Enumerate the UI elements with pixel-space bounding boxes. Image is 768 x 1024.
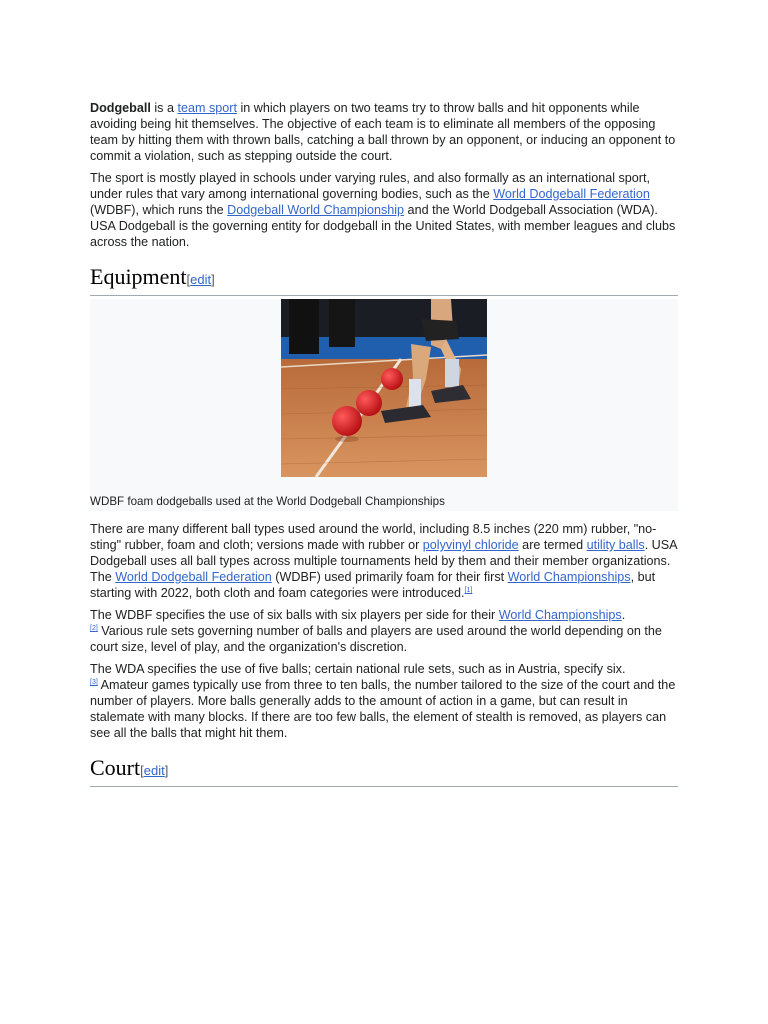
section-heading-court bbox=[90, 755, 678, 787]
bracket: ] bbox=[164, 763, 169, 778]
text: are termed bbox=[518, 538, 587, 552]
link-utility-balls[interactable]: utility balls bbox=[586, 538, 645, 552]
reference-1[interactable]: [1] bbox=[464, 586, 473, 594]
link-dodgeball-world-championship[interactable]: Dodgeball World Championship bbox=[227, 203, 405, 217]
bracket: ] bbox=[211, 272, 215, 287]
reference-2[interactable]: [2] bbox=[90, 624, 98, 632]
text: There are many different ball types used around the world, including 8.5 inches (220 mm) rubber, "no-sting" rubber, foam and cloth; versions made with rubber or bbox=[90, 522, 657, 552]
text: . USA Dodgeball uses all ball types across multiple tournaments held by them and their member organizations. The bbox=[90, 538, 677, 584]
bracket: [ bbox=[186, 272, 191, 287]
text: The WDBF specifies the use of six balls with six players per side for their bbox=[90, 608, 499, 622]
link-world-dodgeball-federation[interactable]: World Dodgeball Federation bbox=[493, 187, 650, 201]
bracket: [ bbox=[140, 763, 144, 778]
equipment-paragraph-2 bbox=[90, 607, 678, 655]
reference-3[interactable]: [3] bbox=[90, 678, 98, 686]
text: Various rule sets governing number of balls and players are used around the world depending on the court size, level of play, and the organization's discretion. bbox=[90, 624, 662, 654]
text: The WDA specifies the use of five balls; certain national rule sets, such as in Austria, specify six. bbox=[90, 662, 626, 676]
text: and the World Dodgeball Association (WDA). USA Dodgeball is the governing entity for dodgeball in the United States, with member leagues and clubs across the nation. bbox=[90, 203, 676, 249]
heading-text: Equipment bbox=[90, 264, 187, 289]
link-world-dodgeball-federation-2[interactable]: World Dodgeball Federation bbox=[115, 570, 272, 584]
intro-paragraph-1 bbox=[90, 100, 678, 164]
text: Amateur games typically use from three to ten balls, the number tailored to the size of the court and the number of players. More balls generally adds to the amount of action in a game, but can result in stalemate with many blocks. If there are too few balls, the element of stealth is removed, as players can see all the balls that might hit them. bbox=[90, 678, 676, 740]
dodgeball-photo[interactable] bbox=[281, 299, 487, 477]
equipment-paragraph-1 bbox=[90, 521, 678, 601]
section-heading-equipment bbox=[90, 264, 678, 296]
figure-caption: WDBF foam dodgeballs used at the World Dodgeball Championships bbox=[90, 495, 445, 508]
text: , but starting with 2022, both cloth and foam categories were introduced. bbox=[90, 570, 656, 600]
heading-text: Court bbox=[90, 755, 141, 780]
text: . bbox=[621, 608, 626, 622]
text: (WDBF), which runs the bbox=[90, 203, 228, 217]
article-content bbox=[90, 100, 678, 787]
link-polyvinyl-chloride[interactable]: polyvinyl chloride bbox=[422, 538, 519, 552]
edit-section-court bbox=[140, 763, 168, 778]
edit-link-court[interactable]: edit bbox=[143, 763, 165, 778]
text: is a bbox=[150, 101, 178, 115]
text: (WDBF) used primarily foam for their first bbox=[271, 570, 508, 584]
equipment-figure bbox=[90, 299, 678, 511]
text: The sport is mostly played in schools under varying rules, and also formally as an international sport, under rules that vary among international governing bodies, such as the bbox=[90, 171, 650, 201]
intro-paragraph-2 bbox=[90, 170, 678, 250]
article-title-bold: Dodgeball bbox=[90, 101, 151, 115]
link-world-championships[interactable]: World Championships bbox=[507, 570, 631, 584]
equipment-paragraph-3 bbox=[90, 661, 678, 741]
text: in which players on two teams try to throw balls and hit opponents while avoiding being hit themselves. The objective of each team is to eliminate all members of the opposing team by hitting them with thrown balls, catching a ball thrown by an opponent, or inducing an opponent to commit a violation, such as stepping outside the court. bbox=[90, 101, 676, 163]
edit-link-equipment[interactable]: edit bbox=[190, 272, 212, 287]
edit-section-equipment bbox=[187, 272, 215, 287]
link-world-championships-2[interactable]: World Championships bbox=[498, 608, 622, 622]
link-team-sport[interactable]: team sport bbox=[177, 101, 237, 115]
